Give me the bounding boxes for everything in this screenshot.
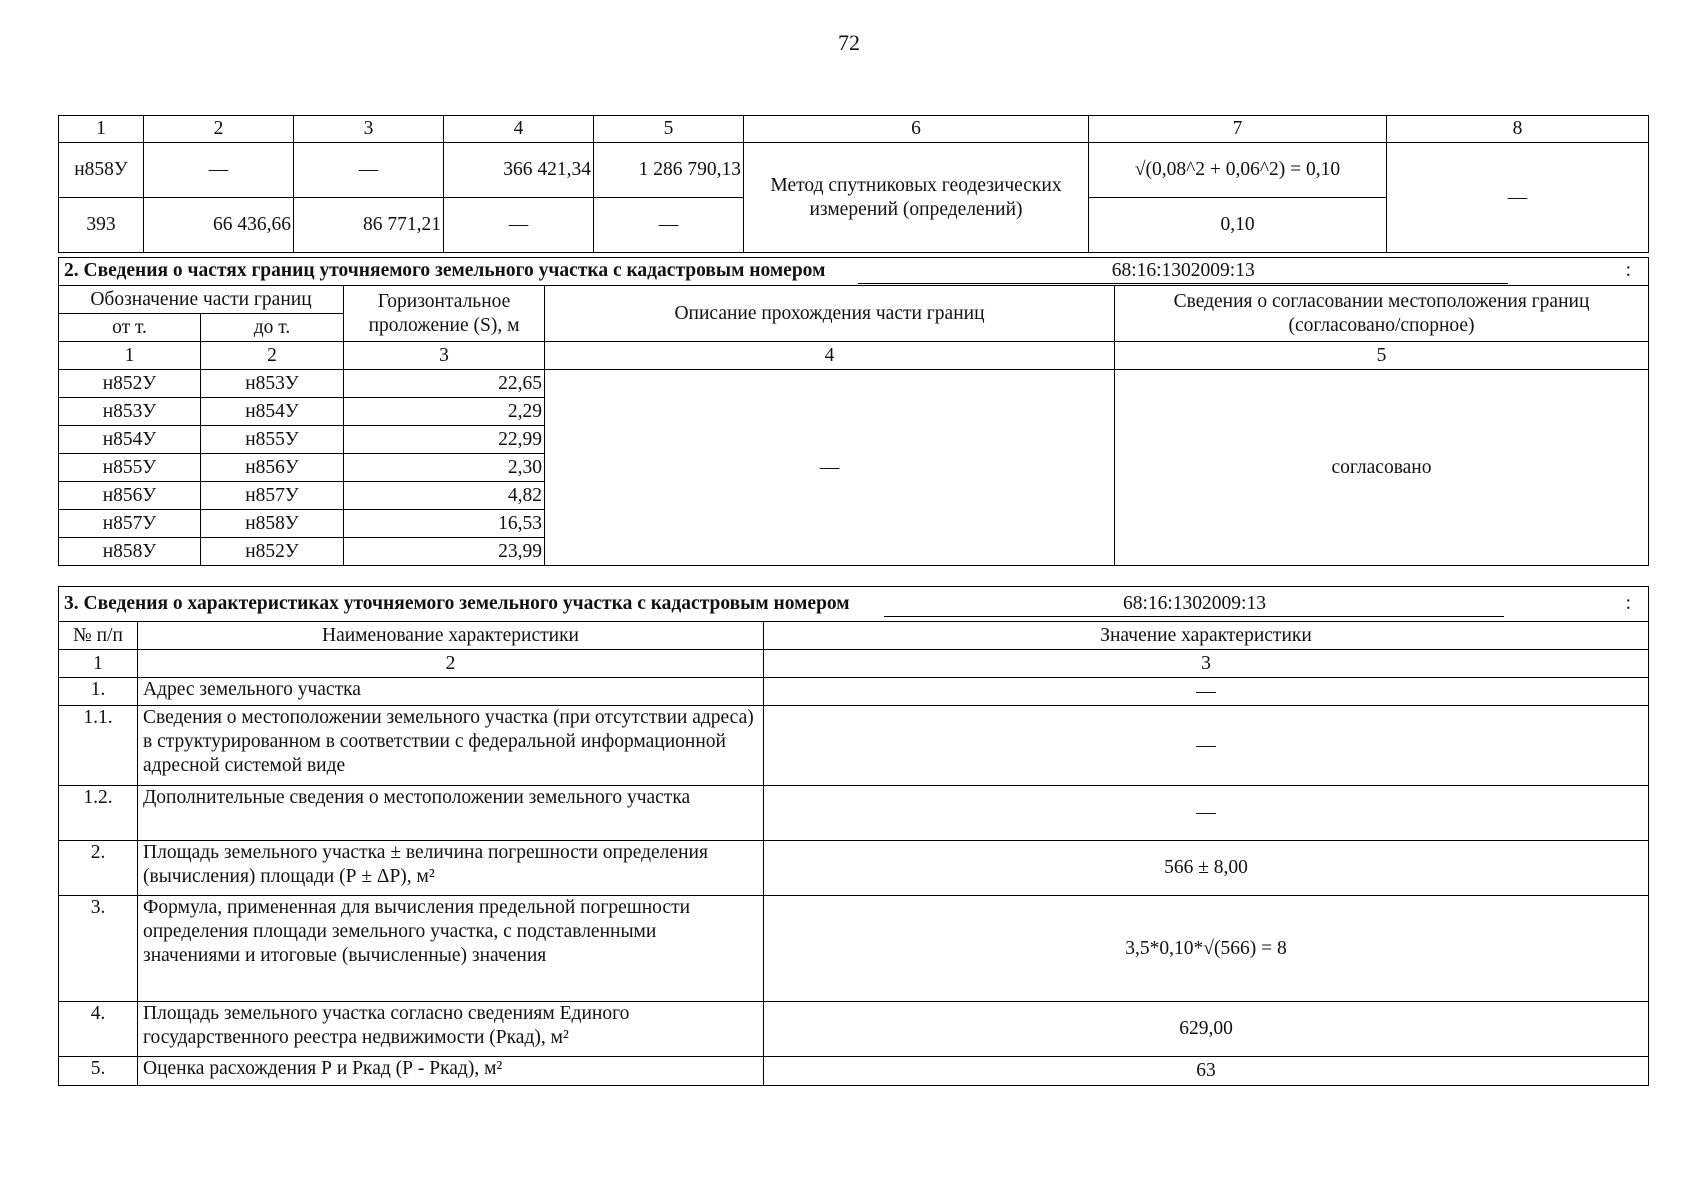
col-number: 2 [138,650,764,678]
characteristic-value: 63 [764,1057,1649,1086]
cadastral-number: 68:16:1302009:13 [884,592,1504,617]
header-to: до т. [201,314,344,342]
characteristic-value: — [764,786,1649,841]
characteristic-name: Оценка расхождения Р и Ркад (Р - Ркад), м² [138,1057,764,1086]
header-numbers-row [59,342,1649,370]
from-point: н856У [59,482,201,510]
characteristic-name: Формула, примененная для вычисления предельной погрешности определения площади земельного участка, с подставленными значениями и итоговые (вычисленные) значения [138,896,764,1002]
header-name: Наименование характеристики [138,622,764,650]
section-title: 2. Сведения о частях границ уточняемого земельного участка с кадастровым номером [64,260,826,281]
colon: : [1625,260,1631,281]
description-value: — [545,370,1115,566]
characteristic-value: — [764,706,1649,786]
col-number: 5 [1115,342,1649,370]
header-part-designation: Обозначение части границ [59,286,344,314]
to-point: н854У [201,398,344,426]
header-value: Значение характеристики [764,622,1649,650]
to-point: н855У [201,426,344,454]
col-number: 8 [1387,116,1649,143]
method-cell: Метод спутниковых геодезических измерений (определений) [744,143,1089,253]
characteristic-name: Площадь земельного участка согласно сведениям Единого государственного реестра недвижимости (Ркад), м² [138,1002,764,1057]
to-point: н856У [201,454,344,482]
horizontal-value: 23,99 [344,538,545,566]
col-number: 1 [59,342,201,370]
point-name: н858У [59,143,144,198]
header-row [59,286,1649,314]
col-number: 7 [1089,116,1387,143]
cell: 0,10 [1089,198,1387,253]
cell: 86 771,21 [294,198,444,253]
cell: 66 436,66 [144,198,294,253]
row-number: 1.2. [59,786,138,841]
table-row [59,841,1649,896]
col-number: 5 [594,116,744,143]
from-point: н854У [59,426,201,454]
boundary-parts-table [58,257,1649,566]
header-horizontal: Горизонтальное проложение (S), м [344,286,545,342]
characteristic-value: 566 ± 8,00 [764,841,1649,896]
horizontal-value: 4,82 [344,482,545,510]
header-row [59,622,1649,650]
cell: — [594,198,744,253]
col-number: 4 [545,342,1115,370]
row-number: 3. [59,896,138,1002]
table-row [59,706,1649,786]
horizontal-value: 16,53 [344,510,545,538]
characteristic-name: Дополнительные сведения о местоположении земельного участка [138,786,764,841]
header-from: от т. [59,314,201,342]
horizontal-value: 22,65 [344,370,545,398]
col-number: 4 [444,116,594,143]
row-number: 5. [59,1057,138,1086]
col-number: 6 [744,116,1089,143]
header-agreement: Сведения о согласовании местоположения границ (согласовано/спорное) [1115,286,1649,342]
cell: √(0,08^2 + 0,06^2) = 0,10 [1089,143,1387,198]
horizontal-value: 2,30 [344,454,545,482]
cell: — [444,198,594,253]
header-numbers-row [59,116,1649,143]
row-number: 2. [59,841,138,896]
table-row [59,786,1649,841]
col-number: 2 [144,116,294,143]
col-number: 3 [294,116,444,143]
col-number: 3 [344,342,545,370]
row-number: 1. [59,678,138,706]
to-point: н857У [201,482,344,510]
cell: 366 421,34 [444,143,594,198]
characteristic-value: — [764,678,1649,706]
to-point: н853У [201,370,344,398]
row-number: 1.1. [59,706,138,786]
row-number: 4. [59,1002,138,1057]
characteristics-table [58,586,1649,1086]
col-number: 3 [764,650,1649,678]
characteristic-name: Адрес земельного участка [138,678,764,706]
to-point: н858У [201,510,344,538]
agreement-value: согласовано [1115,370,1649,566]
col-number: 1 [59,116,144,143]
table-row [59,143,1649,198]
from-point: н852У [59,370,201,398]
cell: — [1387,143,1649,253]
cell: 1 286 790,13 [594,143,744,198]
characteristic-name: Сведения о местоположении земельного участка (при отсутствии адреса) в структурированном в соответствии с федеральной информационной адресной системой виде [138,706,764,786]
header-description: Описание прохождения части границ [545,286,1115,342]
point-name: 393 [59,198,144,253]
cell: — [144,143,294,198]
table-row [59,1057,1649,1086]
points-table [58,115,1649,253]
table-row [59,678,1649,706]
section-title-row [59,587,1649,622]
col-number: 1 [59,650,138,678]
characteristic-value: 629,00 [764,1002,1649,1057]
page-number: 72 [838,30,860,55]
characteristic-name: Площадь земельного участка ± величина погрешности определения (вычисления) площади (Р ± ΔР), м² [138,841,764,896]
col-number: 2 [201,342,344,370]
characteristic-value: 3,5*0,10*√(566) = 8 [764,896,1649,1002]
horizontal-value: 2,29 [344,398,545,426]
section-title: 3. Сведения о характеристиках уточняемого земельного участка с кадастровым номером [64,592,850,614]
from-point: н858У [59,538,201,566]
section-title-row [59,258,1649,286]
from-point: н855У [59,454,201,482]
cell: — [294,143,444,198]
table-row [59,370,1649,398]
colon: : [1625,592,1632,614]
to-point: н852У [201,538,344,566]
from-point: н853У [59,398,201,426]
from-point: н857У [59,510,201,538]
header-num: № п/п [59,622,138,650]
horizontal-value: 22,99 [344,426,545,454]
table-row [59,1002,1649,1057]
header-numbers-row [59,650,1649,678]
cadastral-number: 68:16:1302009:13 [858,259,1508,284]
table-row [59,896,1649,1002]
